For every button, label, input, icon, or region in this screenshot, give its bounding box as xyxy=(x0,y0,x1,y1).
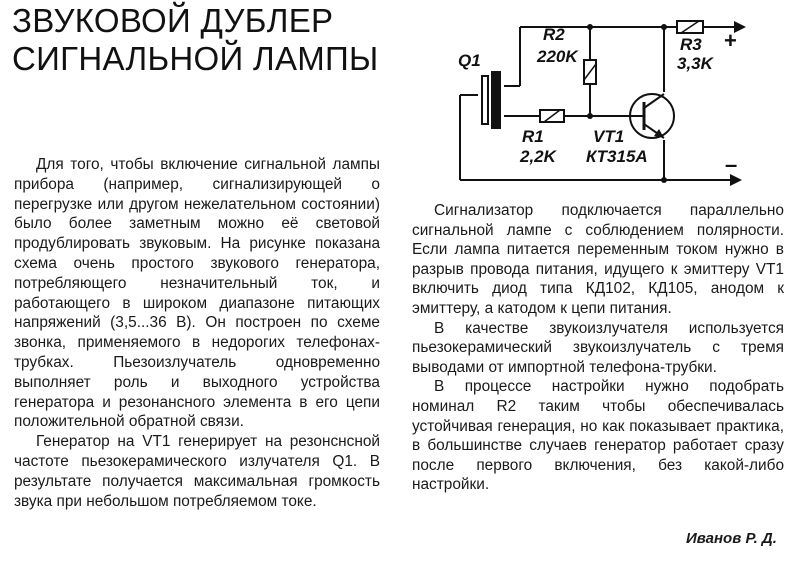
right-paragraph-1: Сигнализатор подключается параллельно сигнальной лампе с соблюдением полярности. Если лампа питается переменным током нужно в разрыв провода питания, идущего к эмиттеру VT1 включить диод типа КД102, КД105, анодом к эмиттеру, а катодом к цепи питания. xyxy=(412,202,784,317)
author-signature: Иванов Р. Д. xyxy=(686,530,777,547)
left-paragraph-1: Для того, чтобы включение сигнальной лампы прибора (например, сигнализирующей о перегрузке или другом нежелательном состоянии) было более заметным можно её световой продублировать звуковым. На рисунке показана схема очень простого звукового генератора, потребляющего незначительный ток, и работающего в широком диапазоне питающих напряжений (3,5...36 В). Он построен по схеме звонка, применяемого в недорогих телефонах-трубках. Пьезоизлучатель одновременно выполняет роль и выходного устройства генератора и резонансного элемента в его цепи положительной обратной связи. xyxy=(14,156,380,431)
right-text-column xyxy=(412,201,784,495)
vt1-type-label: КТ315А xyxy=(586,147,648,166)
minus-terminal-label: – xyxy=(725,152,738,177)
plus-terminal-label: + xyxy=(724,28,737,53)
r1-value-label: 2,2K xyxy=(520,147,556,166)
vt1-name-label: VT1 xyxy=(593,127,625,146)
r2-value-label: 220K xyxy=(537,47,578,66)
left-paragraph-2: Генератор на VT1 генерирует на резонснсной частоте пьезокерамического излучателя Q1. В результате получается максимальная громкость звука при небольшом потребляемом токе. xyxy=(14,433,380,510)
r2-name-label: R2 xyxy=(543,25,565,44)
right-paragraph-3: В процессе настройки нужно подобрать номинал R2 таким чтобы обеспечивалась устойчивая генерация, но как показывает практика, в большинстве случаев генератор работает сразу после первого включения, без какой-либо настройки. xyxy=(412,378,784,494)
r3-value-label: 3,3K xyxy=(677,54,713,73)
r1-name-label: R1 xyxy=(522,127,544,146)
r3-name-label: R3 xyxy=(680,35,702,54)
q1-label: Q1 xyxy=(458,51,481,70)
q1-piezo-symbol xyxy=(482,72,500,128)
article-title xyxy=(12,2,392,78)
article-title-line2: СИГНАЛЬНОЙ ЛАМПЫ xyxy=(12,40,379,77)
article-title-line1: ЗВУКОВОЙ ДУБЛЕР xyxy=(12,2,334,39)
right-paragraph-2: В качестве звукоизлучателя используется пьезокерамический звукоизлучатель с тремя выводами от импортной телефона-трубки. xyxy=(412,319,784,376)
left-text-column xyxy=(14,155,380,511)
circuit-schematic xyxy=(400,0,800,200)
